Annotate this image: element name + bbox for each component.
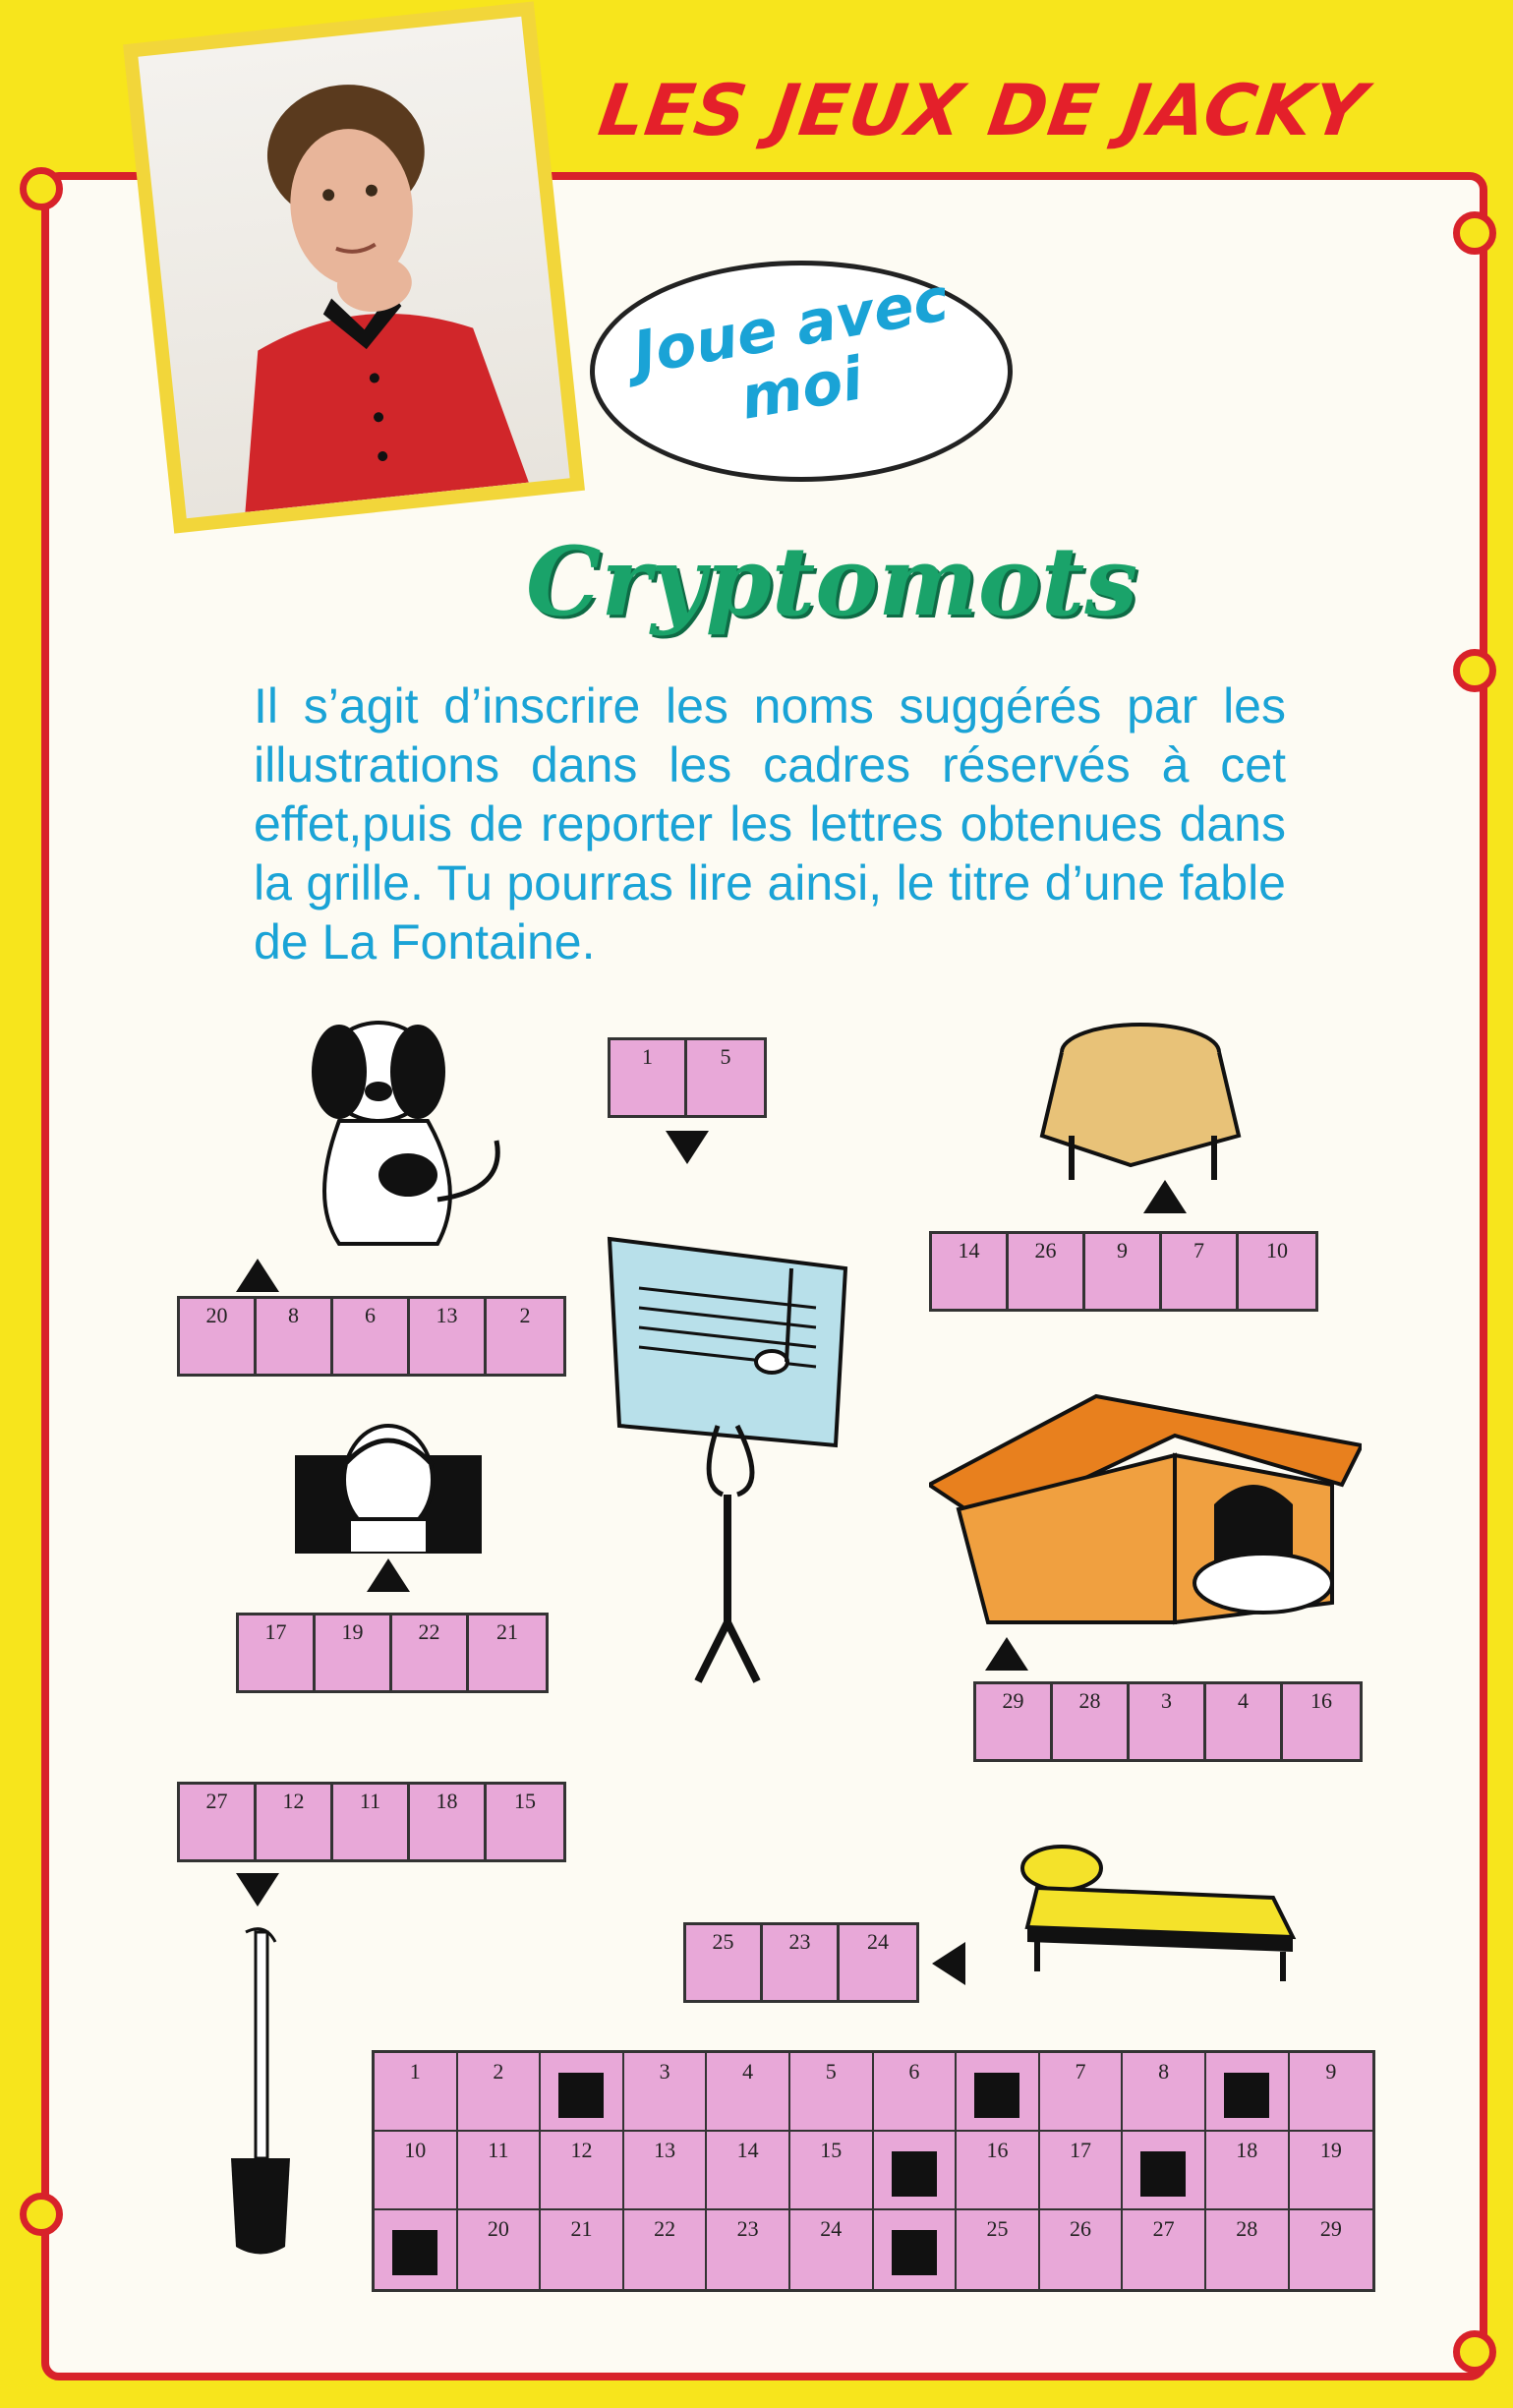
letter-slot[interactable]: 20 — [180, 1299, 257, 1374]
rope-loop-icon — [1453, 649, 1496, 692]
shovel-icon — [216, 1922, 305, 2266]
arrow-left-icon — [932, 1942, 965, 1985]
letter-slot[interactable]: 8 — [257, 1299, 333, 1374]
clue-slots-bed — [683, 1922, 919, 2003]
letter-slot[interactable]: 12 — [257, 1785, 333, 1859]
letter-slot[interactable]: 28 — [1053, 1684, 1130, 1759]
letter-slot[interactable]: 14 — [932, 1234, 1009, 1309]
grid-cell-number: 9 — [1325, 2059, 1337, 2084]
rope-loop-icon — [1453, 2330, 1496, 2374]
arrow-up-icon — [1143, 1180, 1187, 1213]
grid-cell[interactable] — [624, 2132, 708, 2210]
grid-cell[interactable] — [790, 2210, 874, 2289]
speech-bubble-text: Joue avec moi — [627, 264, 954, 434]
clue-slots-shovel — [177, 1782, 566, 1862]
rope-loop-icon — [1453, 211, 1496, 255]
grid-cell[interactable] — [458, 2053, 542, 2132]
grid-black-cell — [375, 2210, 458, 2289]
grid-cell[interactable] — [1040, 2132, 1124, 2210]
grid-cell[interactable] — [1206, 2132, 1290, 2210]
letter-slot[interactable]: 17 — [239, 1615, 316, 1690]
rope-loop-icon — [20, 167, 63, 210]
grid-cell-number: 16 — [986, 2138, 1009, 2162]
grid-cell-number: 25 — [986, 2216, 1009, 2241]
instructions-text: Il s’agit d’inscrire les noms suggérés par les illustrations dans les cadres réservés à cet effet,puis de reporter les lettres obtenues dans la grille. Tu pourras lire ainsi, le titre d’une fable de La Fontaine. — [254, 678, 1286, 969]
bed-icon — [1018, 1829, 1303, 1986]
grid-cell[interactable] — [874, 2053, 958, 2132]
grid-cell-number: 3 — [659, 2059, 670, 2084]
grid-cell[interactable] — [1123, 2210, 1206, 2289]
arrow-up-icon — [985, 1637, 1028, 1671]
letter-slot[interactable]: 3 — [1130, 1684, 1206, 1759]
grid-cell[interactable] — [541, 2132, 624, 2210]
clue-slots-music — [608, 1037, 767, 1118]
grid-cell-number: 4 — [742, 2059, 754, 2084]
grid-cell[interactable] — [624, 2053, 708, 2132]
grid-cell[interactable] — [1290, 2053, 1373, 2132]
letter-slot[interactable]: 18 — [410, 1785, 487, 1859]
letter-slot[interactable]: 19 — [316, 1615, 392, 1690]
dog-icon — [270, 1003, 526, 1259]
grid-cell-number: 27 — [1152, 2216, 1175, 2241]
grid-cell-number: 18 — [1236, 2138, 1258, 2162]
presenter-illustration — [138, 17, 569, 518]
rope-loop-icon — [20, 2193, 63, 2236]
presenter-photo — [123, 1, 585, 533]
answer-grid — [372, 2050, 1375, 2292]
grid-cell-number: 8 — [1158, 2059, 1170, 2084]
letter-slot[interactable]: 1 — [611, 1040, 687, 1115]
clue-slots-kennel — [973, 1681, 1363, 1762]
grid-cell[interactable] — [1040, 2053, 1124, 2132]
grid-cell[interactable] — [624, 2210, 708, 2289]
clue-slots-dog — [177, 1296, 566, 1377]
grid-cell-number: 15 — [820, 2138, 843, 2162]
letter-slot[interactable]: 9 — [1085, 1234, 1162, 1309]
grid-cell[interactable] — [1290, 2132, 1373, 2210]
letter-slot[interactable]: 15 — [514, 1789, 536, 1813]
grid-cell[interactable] — [1040, 2210, 1124, 2289]
grid-cell[interactable] — [707, 2132, 790, 2210]
grid-cell-number: 17 — [1070, 2138, 1092, 2162]
letter-slot[interactable]: 11 — [333, 1785, 410, 1859]
grid-black-cell — [1206, 2053, 1290, 2132]
grid-cell[interactable] — [957, 2210, 1040, 2289]
letter-slot[interactable]: 2 — [519, 1303, 531, 1327]
letter-slot[interactable]: 21 — [496, 1619, 518, 1644]
grid-black-cell — [957, 2053, 1040, 2132]
grid-cell-number: 12 — [570, 2138, 593, 2162]
grid-cell-number: 14 — [736, 2138, 759, 2162]
letter-slot[interactable]: 13 — [410, 1299, 487, 1374]
grid-cell[interactable] — [541, 2210, 624, 2289]
grid-black-cell — [1123, 2132, 1206, 2210]
grid-cell-number: 6 — [908, 2059, 920, 2084]
game-title: Cryptomots — [526, 526, 1138, 637]
grid-cell-number: 29 — [1319, 2216, 1342, 2241]
grid-cell-number: 11 — [488, 2138, 509, 2162]
grid-black-cell — [874, 2210, 958, 2289]
letter-slot[interactable]: 25 — [686, 1925, 763, 2000]
grid-cell-number: 13 — [654, 2138, 676, 2162]
letter-slot[interactable]: 6 — [333, 1299, 410, 1374]
arrow-up-icon — [236, 1259, 279, 1292]
clue-slots-table — [929, 1231, 1318, 1312]
grid-cell-number: 28 — [1236, 2216, 1258, 2241]
grid-cell[interactable] — [790, 2132, 874, 2210]
grid-cell-number: 20 — [487, 2216, 509, 2241]
letter-slot[interactable]: 22 — [392, 1615, 469, 1690]
letter-slot[interactable]: 24 — [867, 1929, 889, 1954]
grid-cell[interactable] — [1290, 2210, 1373, 2289]
arrow-up-icon — [367, 1558, 410, 1592]
grid-cell-number: 19 — [1319, 2138, 1342, 2162]
grid-cell-number: 24 — [820, 2216, 843, 2241]
grid-cell[interactable] — [375, 2132, 458, 2210]
grid-black-cell — [541, 2053, 624, 2132]
page-title: LES JEUX DE JACKY — [594, 69, 1371, 151]
grid-cell[interactable] — [957, 2132, 1040, 2210]
letter-slot[interactable]: 7 — [1162, 1234, 1239, 1309]
grid-cell-number: 2 — [493, 2059, 504, 2084]
grid-cell[interactable] — [1123, 2053, 1206, 2132]
letter-slot[interactable]: 26 — [1009, 1234, 1085, 1309]
table-icon — [1032, 1018, 1249, 1185]
letter-slot[interactable]: 29 — [976, 1684, 1053, 1759]
arrow-down-icon — [236, 1873, 279, 1907]
letter-slot[interactable]: 4 — [1206, 1684, 1283, 1759]
grid-cell-number: 21 — [570, 2216, 593, 2241]
grid-cell-number: 1 — [409, 2059, 421, 2084]
grid-cell[interactable] — [707, 2053, 790, 2132]
grid-cell[interactable] — [790, 2053, 874, 2132]
grid-cell-number: 7 — [1075, 2059, 1086, 2084]
grid-black-cell — [874, 2132, 958, 2210]
grid-cell-number: 26 — [1070, 2216, 1092, 2241]
letter-slot[interactable]: 27 — [180, 1785, 257, 1859]
grid-cell[interactable] — [458, 2132, 542, 2210]
grid-cell-number: 10 — [404, 2138, 427, 2162]
grid-cell-number: 22 — [654, 2216, 676, 2241]
dog-kennel-icon — [929, 1337, 1362, 1632]
grid-cell[interactable] — [1206, 2210, 1290, 2289]
letter-slot[interactable]: 10 — [1266, 1238, 1288, 1263]
letter-slot[interactable]: 23 — [763, 1925, 840, 2000]
music-sheet-icon — [600, 1229, 855, 1691]
grid-cell-number: 5 — [825, 2059, 837, 2084]
grid-cell-number: 23 — [736, 2216, 759, 2241]
grid-cell[interactable] — [375, 2053, 458, 2132]
letter-slot[interactable]: 5 — [720, 1044, 731, 1069]
girl-portrait-icon — [295, 1416, 482, 1554]
arrow-down-icon — [666, 1131, 709, 1164]
grid-cell[interactable] — [458, 2210, 542, 2289]
grid-cell[interactable] — [707, 2210, 790, 2289]
letter-slot[interactable]: 16 — [1310, 1688, 1332, 1713]
clue-slots-girl — [236, 1613, 549, 1693]
